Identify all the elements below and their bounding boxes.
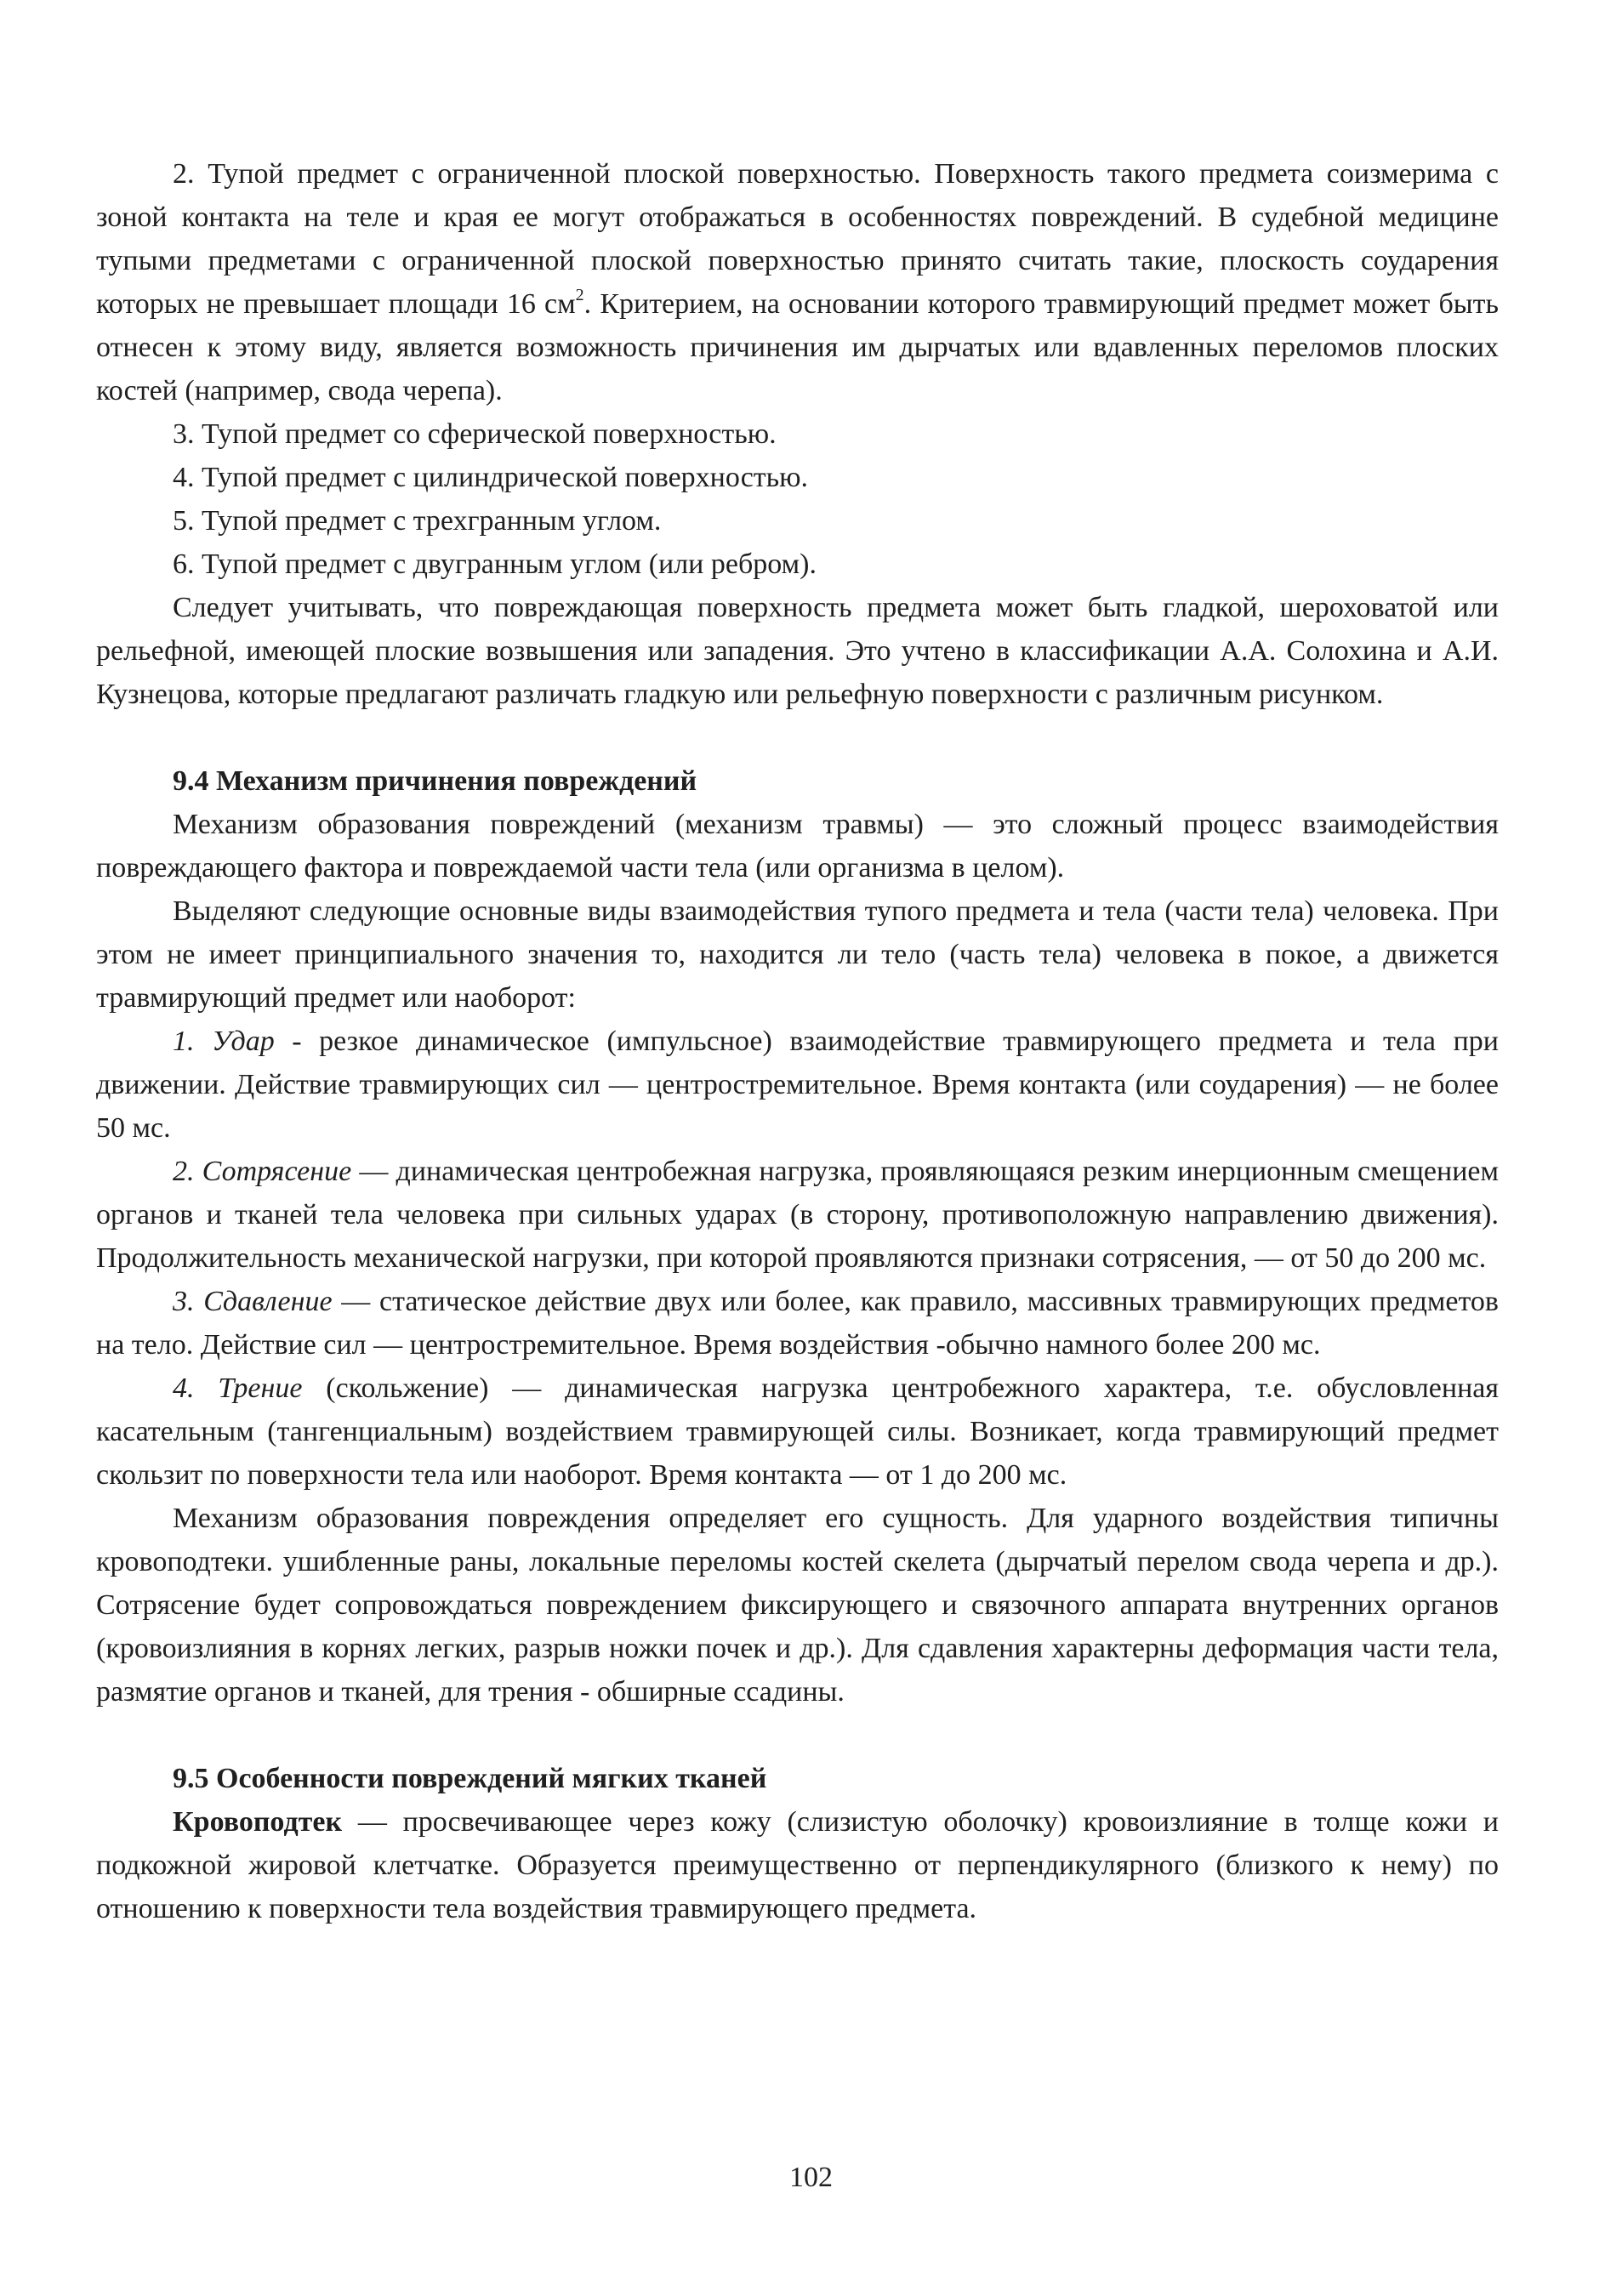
item-2-paragraph (96, 152, 1499, 412)
page-number: 102 (789, 2162, 833, 2193)
bruise-term: Кровоподтек (173, 1806, 343, 1838)
section-heading-9-4: 9.4 Механизм причинения повреждений (173, 765, 697, 797)
section-spacer (96, 716, 1499, 759)
item-2-text-start: 2. Тупой предмет с ограниченной плоской поверхностью. Поверхность такого предмета соизмерима с зоной контакта на теле и края ее могут отображаться в особенностях повреждений. В судебной медицине тупыми предметами с ограниченной плоской поверхностью принято считать такие, плоскость соударения которых не превышает площади 16 см (96, 158, 1499, 320)
interaction-type-text: — динамическая центробежная нагрузка, проявляющаяся резким инерционным смещением органов и тканей тела человека при сильных ударах (в сторону, противоположную направлению движения). Продолжительность механической нагрузки, при которой проявляются признаки сотрясения, — от 50 до 200 мс. (96, 1156, 1499, 1274)
mechanism-definition-paragraph: Механизм образования повреждений (механизм травмы) — это сложный процесс взаимодействия повреждающего фактора и повреждаемой части тела (или организма в целом). (96, 809, 1499, 884)
interaction-type-term: 2. Сотрясение (173, 1156, 352, 1187)
section-heading-9-5: 9.5 Особенности повреждений мягких тканей (173, 1763, 767, 1794)
section-spacer (96, 1713, 1499, 1757)
interaction-type-impact (96, 1020, 1499, 1150)
interaction-type-term: 4. Трение (173, 1372, 303, 1404)
interaction-type-text: - резкое динамическое (импульсное) взаимодействие травмирующего предмета и тела при движении. Действие травмирующих сил — центростремительное. Время контакта (или соударения) — не более 50 мс. (96, 1026, 1499, 1144)
interaction-type-compression (96, 1280, 1499, 1367)
bruise-definition-paragraph (96, 1800, 1499, 1930)
interaction-types-intro-paragraph: Выделяют следующие основные виды взаимодействия тупого предмета и тела (части тела) человека. При этом не имеет принципиального значения то, находится ли тело (часть тела) человека в покое, а движется травмирующий предмет или наоборот: (96, 895, 1499, 1014)
interaction-type-term: 1. Удар (173, 1026, 275, 1057)
superscript-square: 2 (575, 285, 584, 304)
interaction-type-text: — статическое действие двух или более, как правило, массивных травмирующих предметов на тело. Действие сил — центростремительное. Время воздействия -обычно намного более 200 мс. (96, 1286, 1499, 1361)
interaction-type-text: (скольжение) — динамическая нагрузка центробежного характера, т.е. обусловленная касательным (тангенциальным) воздействием травмирующей силы. Возникает, когда травмирующий предмет скользит по поверхности тела или наоборот. Время контакта — от 1 до 200 мс. (96, 1372, 1499, 1491)
interaction-type-term: 3. Сдавление (173, 1286, 333, 1317)
item-2-text-end: . Критерием, на основании которого травмирующий предмет может быть отнесен к этому виду, является возможность причинения им дырчатых или вдавленных переломов плоских костей (например, свода черепа). (96, 288, 1499, 406)
item-4-paragraph: 4. Тупой предмет с цилиндрической поверхностью. (173, 462, 809, 493)
item-6-paragraph: 6. Тупой предмет с двугранным углом (или ребром). (173, 548, 817, 580)
item-5-paragraph: 5. Тупой предмет с трехгранным углом. (173, 505, 662, 537)
interaction-type-concussion (96, 1150, 1499, 1280)
item-3-paragraph: 3. Тупой предмет со сферической поверхностью. (173, 418, 777, 450)
page-body (96, 152, 1499, 1930)
surface-note-paragraph: Следует учитывать, что повреждающая поверхность предмета может быть гладкой, шероховатой или рельефной, имеющей плоские возвышения или западения. Это учтено в классификации А.А. Солохина и А.И. Кузнецова, которые предлагают различать гладкую или рельефную поверхности с различным рисунком. (96, 592, 1499, 710)
mechanism-conclusion-paragraph: Механизм образования повреждения определяет его сущность. Для ударного воздействия типичны кровоподтеки. ушибленные раны, локальные переломы костей скелета (дырчатый перелом свода черепа и др.). Сотрясение будет сопровождаться повреждением фиксирующего и связочного аппарата внутренних органов (кровоизлияния в корнях легких, разрыв ножки почек и др.). Для сдавления характерны деформация части тела, размятие органов и тканей, для трения - обширные ссадины. (96, 1503, 1499, 1708)
interaction-type-friction (96, 1367, 1499, 1497)
bruise-definition-text: — просвечивающее через кожу (слизистую оболочку) кровоизлияние в толще кожи и подкожной жировой клетчатке. Образуется преимущественно от перпендикулярного (близкого к нему) по отношению к поверхности тела воздействия травмирующего предмета. (96, 1806, 1499, 1924)
